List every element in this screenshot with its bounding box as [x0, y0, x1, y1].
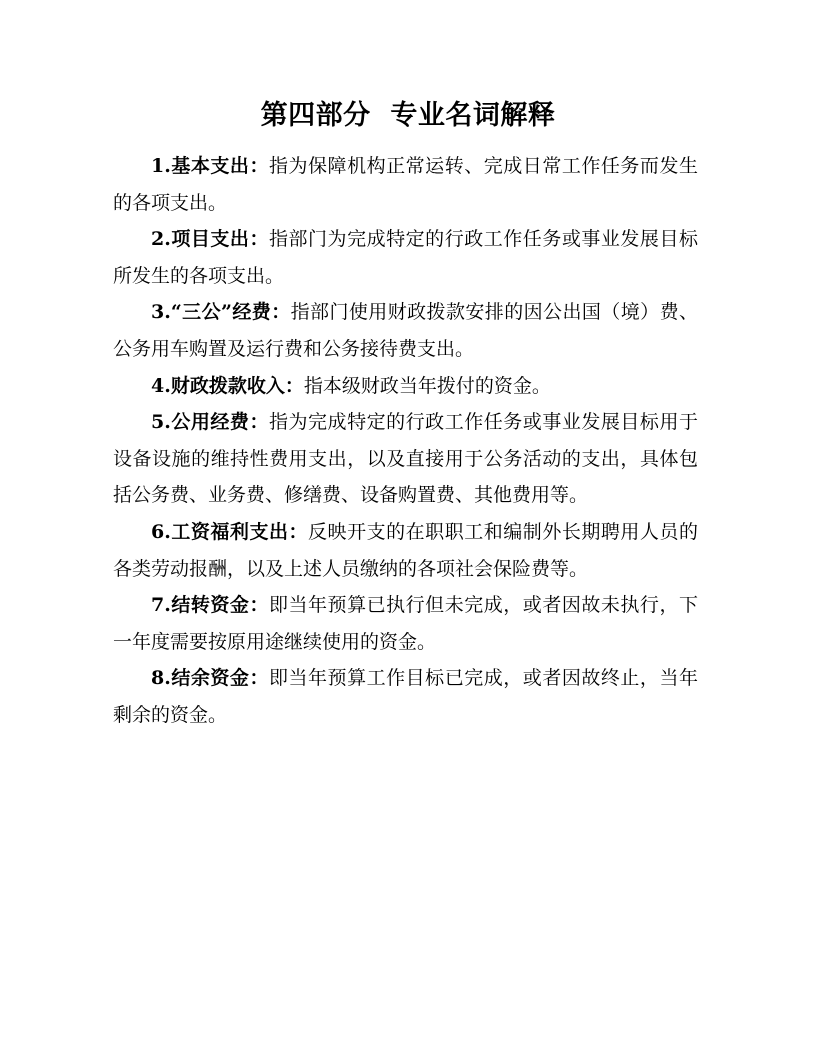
definition-text: 指部门为完成特定的行政工作任务或事业发展目标所发生的各项支出。 — [113, 228, 698, 287]
definition-text: 指为保障机构正常运转、完成日常工作任务而发生的各项支出。 — [113, 155, 698, 214]
definition-term: 3.“三公”经费： — [151, 301, 291, 324]
definition-item-project-expenditure — [113, 221, 698, 294]
definition-term: 4.财政拨款收入： — [151, 374, 304, 397]
definition-item-fiscal-appropriation-income — [113, 368, 698, 405]
definition-item-basic-expenditure — [113, 148, 698, 221]
definition-text: 反映开支的在职职工和编制外长期聘用人员的各类劳动报酬，以及上述人员缴纳的各项社会保险费等。 — [113, 520, 698, 580]
definition-text: 即当年预算工作目标已完成，或者因故终止，当年剩余的资金。 — [113, 667, 698, 726]
definition-term: 7.结转资金： — [151, 594, 269, 617]
definition-text: 指部门使用财政拨款安排的因公出国（境）费、公务用车购置及运行费和公务接待费支出。 — [113, 301, 698, 360]
page-title: 第四部分 专业名词解释 — [260, 100, 556, 131]
definition-item-salary-welfare-expenditure — [113, 514, 698, 587]
definition-text: 指为完成特定的行政工作任务或事业发展目标用于设备设施的维持性费用支出，以及直接用于公务活动的支出，具体包括公务费、业务费、修缮费、设备购置费、其他费用等。 — [113, 411, 698, 507]
definition-term: 2.项目支出： — [151, 228, 269, 251]
definition-term: 5.公用经费： — [151, 411, 269, 434]
definition-text: 指本级财政当年拨付的资金。 — [303, 374, 551, 397]
definition-term: 6.工资福利支出： — [151, 520, 309, 543]
definitions-list — [113, 148, 698, 734]
definition-item-carryover-funds — [113, 587, 698, 660]
definition-term: 1.基本支出： — [151, 155, 269, 177]
definition-item-surplus-funds — [113, 660, 698, 733]
definition-item-three-public-expenses — [113, 294, 698, 367]
definition-item-public-funds — [113, 404, 698, 514]
definition-term: 8.结余资金： — [151, 667, 269, 690]
definition-text: 即当年预算已执行但未完成，或者因故未执行，下一年度需要按原用途继续使用的资金。 — [113, 594, 698, 653]
